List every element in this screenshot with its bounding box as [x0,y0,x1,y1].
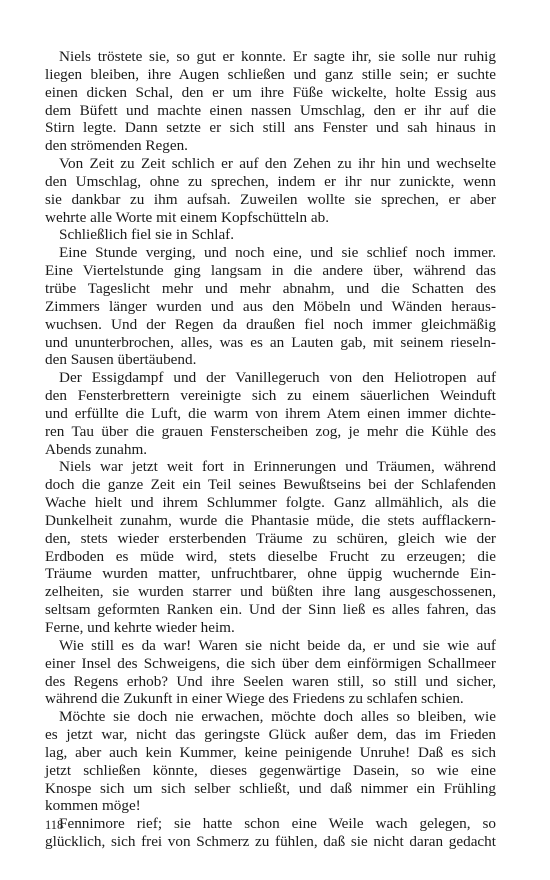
paragraph [45,369,496,458]
text-line: den Umschlag, ohne zu sprechen, indem er ihr nur zunickte, wenn [45,172,496,190]
text-line: es jetzt war, nicht das geringste Glück außer dem, das im Frieden [45,726,496,744]
text-line: während die Zukunft in einer Wiege des Friedens zu schlafen schien. [45,690,464,708]
text-line: Ferne, und kehrte wieder heim. [45,619,235,636]
text-line: glücklich, sich frei von Schmerz zu fühlen, daß sie nicht daran gedacht [45,833,496,851]
paragraph [45,637,496,708]
text-line: trübe Tageslicht mehr und mehr abnahm, und die Schatten des [45,279,496,297]
text-line: einen dicken Schal, den er um ihre Füße wickelte, holte Essig aus [45,83,496,101]
text-line: Fennimore rief; sie hatte schon eine Weile wach gelegen, so [59,815,496,833]
text-line: sie dankbar zu ihm aufsah. Zuweilen wollte sie sprechen, er aber [45,190,496,208]
body-text [45,48,496,851]
text-line: ren Tau über die grauen Fensterscheiben zog, je mehr die Kühle des [45,422,496,440]
text-line: den, stets wieder ersterbenden Träume zu schüren, gleich wie der [45,529,496,547]
text-line: Erdboden es müde wird, stets dieselbe Frucht zu erzeugen; die [45,547,496,565]
paragraph [45,244,496,369]
text-line: den strömenden Regen. [45,137,188,155]
paragraph [45,458,496,636]
text-line: zelheiten, sie wurden starrer und büßten ihre lang ausgeschossenen, [45,583,496,601]
text-line: des Regens erhob? Und ihre Seelen waren still, so still und sicher, [45,672,496,690]
paragraph [45,815,496,851]
text-line: doch die ganze Zeit ein Teil seines Bewußtseins bei der Schlafenden [45,476,496,494]
text-line: Von Zeit zu Zeit schlich er auf den Zehen zu ihr hin und wechselte [59,155,496,173]
text-line: Niels war jetzt weit fort in Erinnerungen und Träumen, während [59,458,496,476]
text-line: Niels tröstete sie, so gut er konnte. Er sagte ihr, sie solle nur ruhig [59,48,496,65]
text-line: Möchte sie doch nie erwachen, möchte doch alles so bleiben, wie [59,708,496,726]
text-line: Knospe sich um sich selber schließt, und daß nimmer ein Frühling [45,779,496,797]
text-line: wehrte alle Worte mit einem Kopfschütteln ab. [45,208,330,226]
text-line: Wache hielt und ihrem Schlummer folgte. Ganz allmählich, als die [45,494,496,512]
paragraph [45,226,496,244]
text-line: und ununterbrochen, alles, was es an Lauten gab, mit seinem rieseln- [45,333,496,351]
text-line: Eine Viertelstunde ging langsam in die andere über, während das [45,262,496,280]
page-number: 118 [45,818,64,832]
text-line: Eine Stunde verging, und noch eine, und sie schlief noch immer. [59,244,496,262]
text-line: den Sausen übertäubend. [45,351,197,369]
paragraph [45,48,496,155]
text-line: dem Büfett und machte einen nassen Umschlag, den er ihr auf die [45,101,496,119]
text-line: liegen bleiben, ihre Augen schließen und ganz stille sein; er suchte [45,65,496,83]
text-line: jetzt schließen könnte, dieses gegenwärtige Dasein, so wie eine [45,761,496,779]
text-line: seltsam geformten Ranken ein. Und der Sinn ließ es alles fahren, das [45,601,496,619]
text-line: einer Insel des Schweigens, die sich über dem einförmigen Schallmeer [45,654,496,672]
text-line: Der Essigdampf und der Vanillegeruch von den Heliotropen auf [59,369,496,387]
text-line: den Fensterbrettern vereinigte sich zu einem säuerlichen Weinduft [45,387,496,405]
text-line: Zimmers länger wurden und aus den Möbeln und Wänden heraus- [45,297,496,315]
text-line: Wie still es da war! Waren sie nicht beide da, er und sie wie auf [59,636,496,654]
text-line: Dunkelheit zunahm, wurde die Phantasie müde, die stets aufflackern- [45,511,496,529]
text-line: Schließlich fiel sie in Schlaf. [59,226,235,244]
paragraph [45,155,496,226]
text-line: kommen möge! [45,797,141,815]
text-line: Träume wurden matter, unfruchtbarer, ohne üppig wuchernde Ein- [45,565,496,583]
text-line: Abends zunahm. [45,440,148,458]
text-line: wuchsen. Und der Regen da draußen fiel noch immer gleichmäßig [45,315,496,333]
text-line: lag, aber auch kein Kummer, keine peinigende Unruhe! Daß es sich [45,743,496,761]
text-line: Stirn legte. Dann setzte er sich still ans Fenster und sah hinaus in [45,119,496,137]
text-line: und erfüllte die Luft, die warm von ihrem Atem einen immer dichte- [45,404,496,422]
paragraph [45,708,496,815]
